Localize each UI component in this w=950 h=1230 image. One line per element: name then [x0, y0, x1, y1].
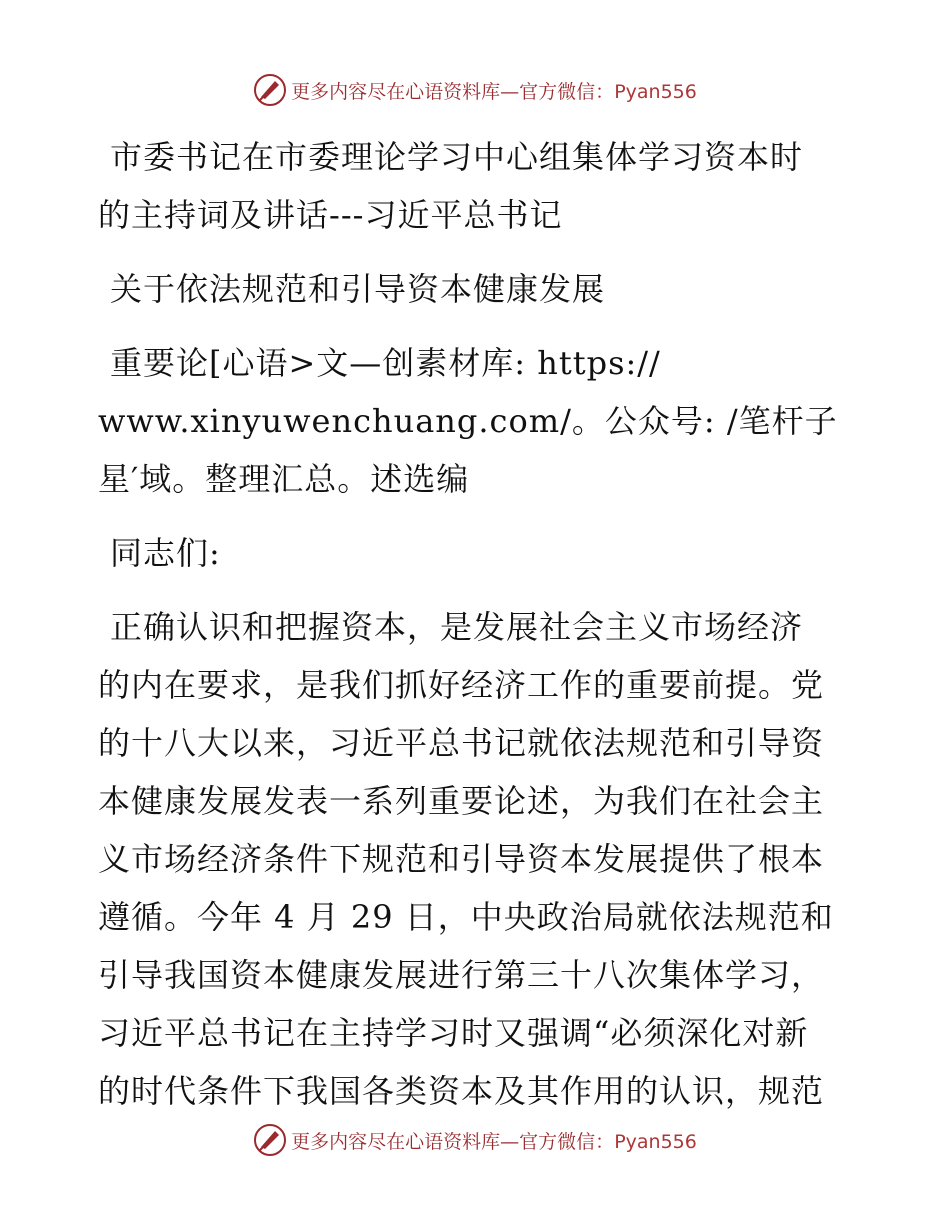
- title-line: 的主持词及讲话---习近平总书记: [98, 196, 563, 234]
- body-paragraph: [98, 598, 858, 1120]
- body-line: 引导我国资本健康发展进行第三十八次集体学习，: [98, 956, 825, 994]
- title-line: 市委书记在市委理论学习中心组集体学习资本时: [110, 138, 804, 176]
- body-line: 习近平总书记在主持学习时又强调“必须深化对新: [98, 1014, 809, 1052]
- body-line: 义市场经济条件下规范和引导资本发展提供了根本: [98, 840, 825, 878]
- banner-text: 更多内容尽在心语资料库—官方微信：Pyan556: [291, 80, 697, 103]
- greeting: [98, 524, 858, 582]
- body-line: 本健康发展发表一系列重要论述，为我们在社会主: [98, 782, 825, 820]
- document-body: [98, 128, 858, 1136]
- body-line: 的内在要求，是我们抓好经济工作的重要前提。党: [98, 666, 825, 704]
- source-line: 星′域。整理汇总。述选编: [98, 460, 470, 498]
- footer-banner: [0, 1120, 950, 1160]
- header-banner: [0, 70, 950, 110]
- document-subtitle: [98, 260, 858, 318]
- source-line: www.xinyuwenchuang.com/。公众号: /笔杆子: [98, 402, 838, 440]
- logo-icon: [253, 73, 287, 107]
- banner-text: 更多内容尽在心语资料库—官方微信：Pyan556: [291, 1130, 697, 1153]
- logo-icon: [253, 1123, 287, 1157]
- body-line: 正确认识和把握资本，是发展社会主义市场经济: [110, 608, 804, 646]
- document-title: [98, 128, 858, 244]
- source-note: [98, 334, 858, 508]
- body-line: 的十八大以来，习近平总书记就依法规范和引导资: [98, 724, 825, 762]
- body-line: 的时代条件下我国各类资本及其作用的认识，规范: [98, 1072, 825, 1110]
- source-line: 重要论[心语>文—创素材库: https://: [110, 344, 661, 382]
- greeting-line: 同志们:: [110, 534, 221, 572]
- subtitle-line: 关于依法规范和引导资本健康发展: [110, 270, 606, 308]
- body-line: 遵循。今年 4 月 29 日，中央政治局就依法规范和: [98, 898, 834, 936]
